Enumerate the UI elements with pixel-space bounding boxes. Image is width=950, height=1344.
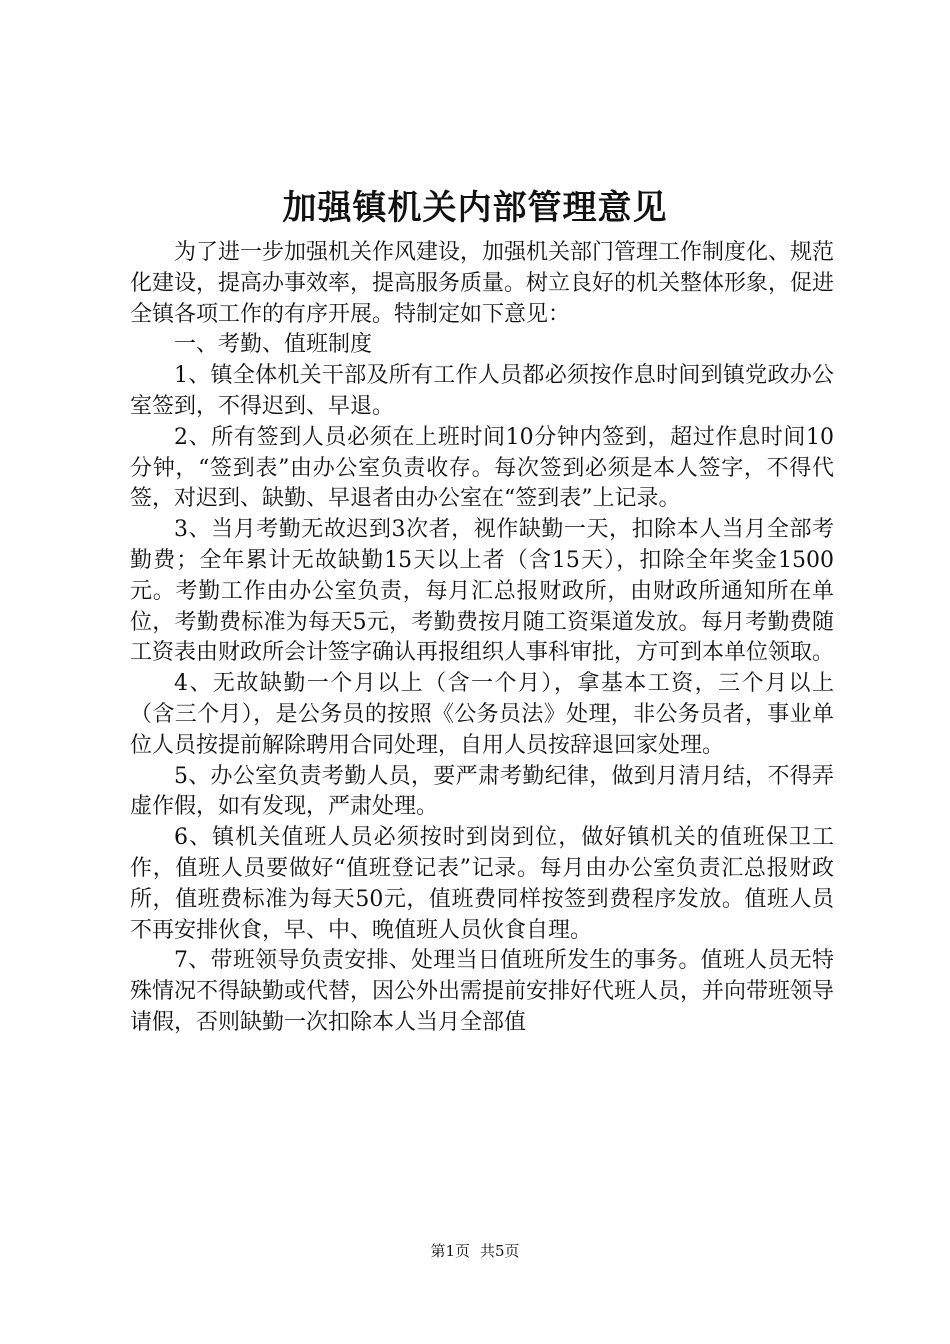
document-title: 加强镇机关内部管理意见 [282, 188, 668, 228]
clause-paragraph: 4、无故缺勤一个月以上（含一个月），拿基本工资，三个月以上（含三个月），是公务员的按照《公务员法》处理，非公务员者，事业单位人员按提前解除聘用合同处理，自用人员按辞退回家处理。 [130, 671, 834, 758]
page-number: 第1页 [430, 1242, 470, 1260]
page-footer [0, 1241, 950, 1261]
clause-paragraph: 6、镇机关值班人员必须按时到岗到位，做好镇机关的值班保卫工作，值班人员要做好“值班登记表”记录。每月由办公室负责汇总报财政所，值班费标准为每天50元，值班费同样按签到费程序发放。值班人员不再安排伙食，早、中、晚值班人员伙食自理。 [130, 825, 834, 943]
clause-paragraph: 1、镇全体机关干部及所有工作人员都必须按作息时间到镇党政办公室签到，不得迟到、早退。 [130, 363, 834, 419]
section-heading: 一、考勤、值班制度 [174, 332, 373, 358]
clause-paragraph: 7、带班领导负责安排、处理当日值班所发生的事务。值班人员无特殊情况不得缺勤或代替，因公外出需提前安排好代班人员，并向带班领导请假，否则缺勤一次扣除本人当月全部值 [130, 948, 835, 1035]
clause-paragraph: 5、办公室负责考勤人员，要严肃考勤纪律，做到月清月结，不得弄虚作假，如有发现，严肃处理。 [130, 763, 834, 820]
intro-paragraph: 为了进一步加强机关作风建设，加强机关部门管理工作制度化、规范化建设，提高办事效率，提高服务质量。树立良好的机关整体形象，促进全镇各项工作的有序开展。特制定如下意见： [130, 240, 835, 327]
document-body [130, 238, 834, 1039]
page-total: 共5页 [480, 1242, 520, 1260]
clause-paragraph: 2、所有签到人员必须在上班时间10分钟内签到，超过作息时间10分钟，“签到表”由办公室负责收存。每次签到必须是本人签字，不得代签，对迟到、缺勤、早退者由办公室在“签到表”上记录。 [130, 424, 834, 512]
clause-paragraph: 3、当月考勤无故迟到3次者，视作缺勤一天，扣除本人当月全部考勤费；全年累计无故缺勤15天以上者（含15天），扣除全年奖金1500元。考勤工作由办公室负责，每月汇总报财政所，由财政所通知所在单位，考勤费标准为每天5元，考勤费按月随工资渠道发放。每月考勤费随工资表由财政所会计签字确认再报组织人事科审批，方可到本单位领取。 [130, 517, 835, 666]
